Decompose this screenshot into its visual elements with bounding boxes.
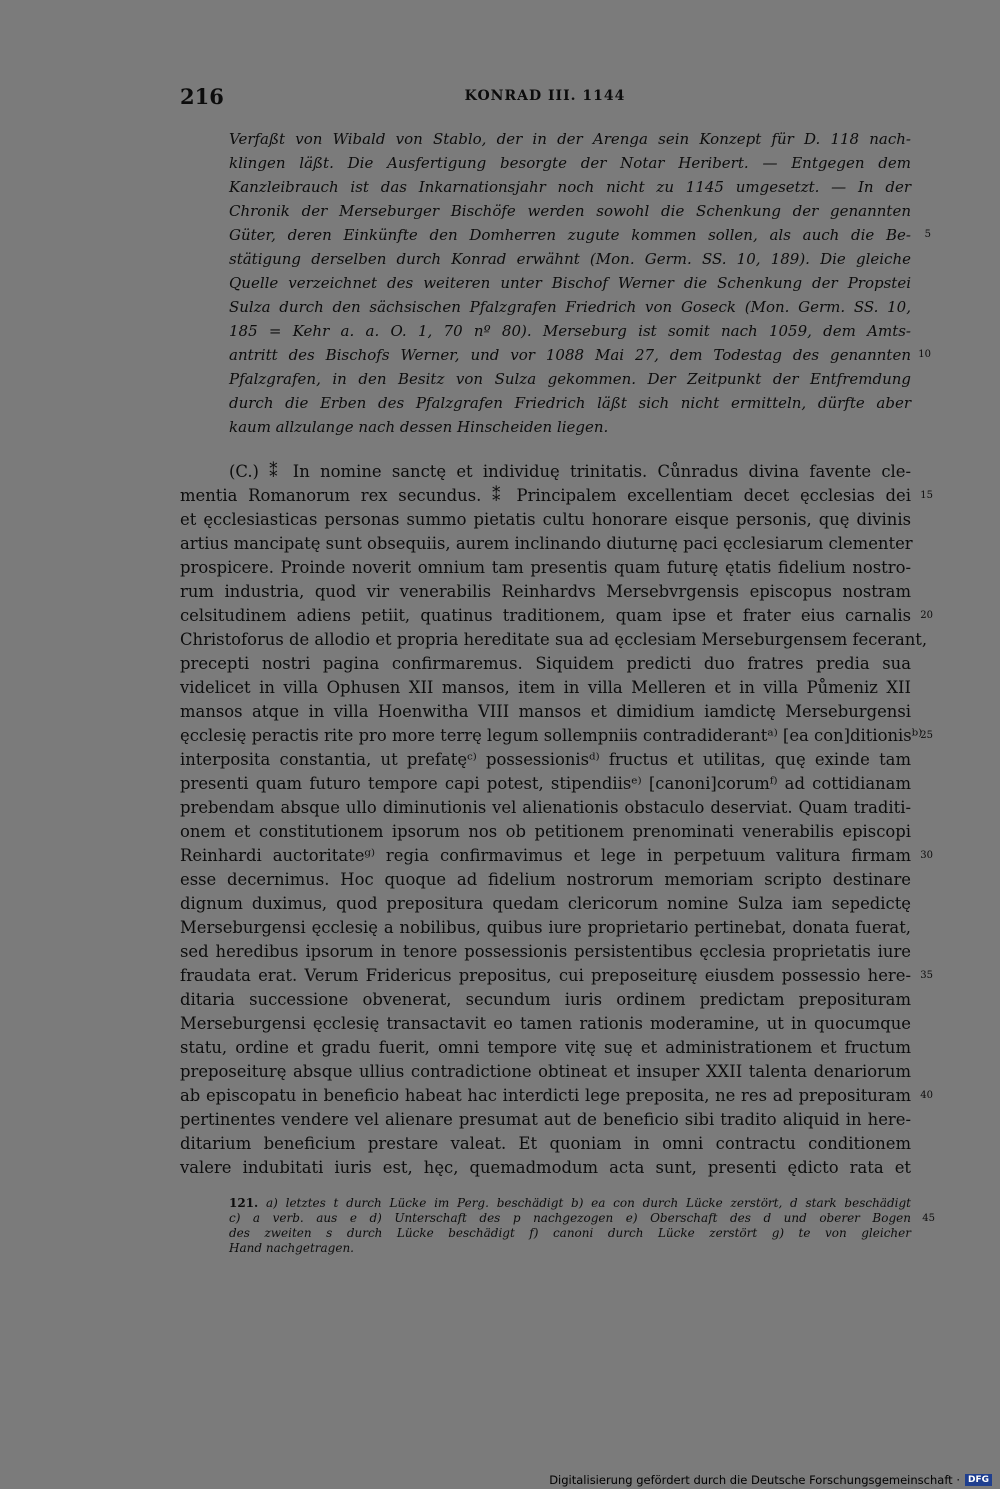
text-line: pertinentes vendere vel alienare presumat aut de beneficio sibi tradito aliquid in here- bbox=[180, 1110, 911, 1129]
text-line: prebendam absque ullo diminutionis vel alienationis obstaculo deserviat. Quam traditi- bbox=[180, 798, 911, 817]
intro-line: durch die Erben des Pfalzgrafen Friedrich läßt sich nicht ermitteln, dürfte aber bbox=[229, 394, 911, 412]
intro-line: Chronik der Merseburger Bischöfe werden sowohl die Schenkung der genannten bbox=[229, 202, 911, 220]
intro-line: Güter, deren Einkünfte den Domherren zugute kommen sollen, als auch die Be- 5 bbox=[229, 223, 911, 247]
critical-apparatus bbox=[229, 1196, 935, 1256]
line-marker: 20 bbox=[920, 610, 933, 621]
text-line: valere indubitati iuris est, hęc, quemadmodum acta sunt, presenti ędicto rata et bbox=[180, 1158, 911, 1177]
text-line: prospicere. Proinde noverit omnium tam presentis quam futurę ętatis fidelium nostro- bbox=[180, 558, 911, 577]
intro-line: 185 = Kehr a. a. O. 1, 70 nº 80). Merseburg ist somit nach 1059, dem Amts- bbox=[229, 322, 911, 340]
text-line: fraudata erat. Verum Fridericus prepositus, cui preposeiturę eiusdem possessio here- 35 bbox=[180, 964, 911, 988]
credit-text: Digitalisierung gefördert durch die Deutsche Forschungsgemeinschaft · bbox=[549, 1473, 960, 1487]
text-line: interposita constantia, ut prefatęᶜ⁾ possessionisᵈ⁾ fructus et utilitas, quę exinde tam bbox=[180, 750, 911, 769]
line-marker: 30 bbox=[920, 850, 933, 861]
text-line: onem et constitutionem ipsorum nos ob petitionem prenominati venerabilis episcopi bbox=[180, 822, 911, 841]
note-line: Hand nachgetragen. bbox=[229, 1241, 354, 1255]
intro-line: Quelle verzeichnet des weiteren unter Bischof Werner die Schenkung der Propstei bbox=[229, 274, 911, 292]
text-line: ditaria successione obvenerat, secundum iuris ordinem predictam preposituram bbox=[180, 990, 911, 1009]
text-line: et ęcclesiasticas personas summo pietatis cultu honorare eisque personis, quę divinis bbox=[180, 510, 911, 529]
intro-line: Pfalzgrafen, in den Besitz von Sulza gekommen. Der Zeitpunkt der Entfremdung bbox=[229, 370, 911, 388]
page-header bbox=[180, 84, 910, 114]
text-line: esse decernimus. Hoc quoque ad fidelium nostrorum memoriam scripto destinare bbox=[180, 870, 911, 889]
intro-line: antritt des Bischofs Werner, und vor 1088 Mai 27, dem Todestag des genannten 10 bbox=[229, 343, 911, 367]
text-line: rum industria, quod vir venerabilis Reinhardvs Mersebvrgensis episcopus nostram bbox=[180, 582, 911, 601]
line-marker: 10 bbox=[918, 349, 931, 360]
text-line: (C.) ⁑ In nomine sanctę et individuę trinitatis. Cůnradus divina favente cle- bbox=[229, 462, 911, 481]
editorial-introduction bbox=[229, 127, 931, 439]
text-line: videlicet in villa Ophusen XII mansos, item in villa Melleren et in villa Půmeniz XII bbox=[180, 678, 911, 697]
text-line: preposeiturę absque ullius contradictione obtineat et insuper XXII talenta denariorum bbox=[180, 1062, 911, 1081]
intro-line: Sulza durch den sächsischen Pfalzgrafen Friedrich von Goseck (Mon. Germ. SS. 10, bbox=[229, 298, 911, 316]
text-line: Merseburgensi ęcclesię transactavit eo tamen rationis moderamine, ut in quocumque bbox=[180, 1014, 911, 1033]
text-line: Christoforus de allodio et propria hereditate sua ad ęcclesiam Merseburgensem fecerant, bbox=[180, 630, 928, 649]
page-number: 216 bbox=[180, 84, 224, 109]
running-title: KONRAD III. 1144 bbox=[464, 88, 626, 104]
charter-text bbox=[180, 460, 933, 1180]
line-marker: 15 bbox=[920, 490, 933, 501]
text-line: Merseburgensi ęcclesię a nobilibus, quibus iure proprietario pertinebat, donata fuerat, bbox=[180, 918, 911, 937]
text-line: ęcclesię peractis rite pro more terrę legum sollempniis contradiderantᵃ⁾ [ea con]ditionisᵇ⁾ 25 bbox=[180, 724, 911, 748]
document-number: 121. bbox=[229, 1196, 259, 1210]
funding-credit bbox=[549, 1473, 992, 1487]
text-line: Reinhardi auctoritateᵍ⁾ regia confirmavimus et lege in perpetuum valitura firmam 30 bbox=[180, 844, 911, 868]
text-line: sed heredibus ipsorum in tenore possessionis persistentibus ęcclesia proprietatis iure bbox=[180, 942, 911, 961]
intro-line: Verfaßt von Wibald von Stablo, der in der Arenga sein Konzept für D. 118 nach- bbox=[229, 130, 911, 148]
note-line: des zweiten s durch Lücke beschädigt f) canoni durch Lücke zerstört g) te von gleicher bbox=[229, 1226, 911, 1240]
text-line: mansos atque in villa Hoenwitha VIII mansos et dimidium iamdictę Merseburgensi bbox=[180, 702, 911, 721]
line-marker: 5 bbox=[924, 229, 931, 240]
line-marker: 35 bbox=[920, 970, 933, 981]
line-marker: 25 bbox=[920, 730, 933, 741]
intro-line: Kanzleibrauch ist das Inkarnationsjahr noch nicht zu 1145 umgesetzt. — In der bbox=[229, 178, 911, 196]
line-marker: 45 bbox=[922, 1213, 935, 1224]
line-marker: 40 bbox=[920, 1090, 933, 1101]
text-line: celsitudinem adiens petiit, quatinus traditionem, quam ipse et frater eius carnalis 20 bbox=[180, 604, 911, 628]
intro-line: stätigung derselben durch Konrad erwähnt (Mon. Germ. SS. 10, 189). Die gleiche bbox=[229, 250, 911, 268]
text-line: ab episcopatu in beneficio habeat hac interdicti lege preposita, ne res ad preposituram 40 bbox=[180, 1084, 911, 1108]
dfg-logo: DFG bbox=[965, 1474, 992, 1486]
text-line: presenti quam futuro tempore capi potest, stipendiisᵉ⁾ [canoni]corumᶠ⁾ ad cottidianam bbox=[180, 774, 911, 793]
note-line: 121. a) letztes t durch Lücke im Perg. beschädigt b) ea con durch Lücke zerstört, d stark beschädigt bbox=[229, 1196, 911, 1210]
note-line: c) a verb. aus e d) Unterschaft des p nachgezogen e) Oberschaft des d und oberer Bogen 45 bbox=[229, 1211, 935, 1225]
text-line: ditarium beneficium prestare valeat. Et quoniam in omni contractu conditionem bbox=[180, 1134, 911, 1153]
text-line: precepti nostri pagina confirmaremus. Siquidem predicti duo fratres predia sua bbox=[180, 654, 911, 673]
intro-line: kaum allzulange nach dessen Hinscheiden liegen. bbox=[229, 418, 609, 436]
text-line: statu, ordine et gradu fuerit, omni tempore vitę suę et administrationem et fructum bbox=[180, 1038, 911, 1057]
intro-line: klingen läßt. Die Ausfertigung besorgte der Notar Heribert. — Entgegen dem bbox=[229, 154, 911, 172]
text-line: dignum duximus, quod prepositura quedam clericorum nomine Sulza iam sepedictę bbox=[180, 894, 911, 913]
text-line: artius mancipatę sunt obsequiis, aurem inclinando diuturnę paci ęcclesiarum clementer bbox=[180, 534, 913, 553]
text-line: mentia Romanorum rex secundus. ⁑ Principalem excellentiam decet ęcclesias dei 15 bbox=[180, 484, 911, 508]
